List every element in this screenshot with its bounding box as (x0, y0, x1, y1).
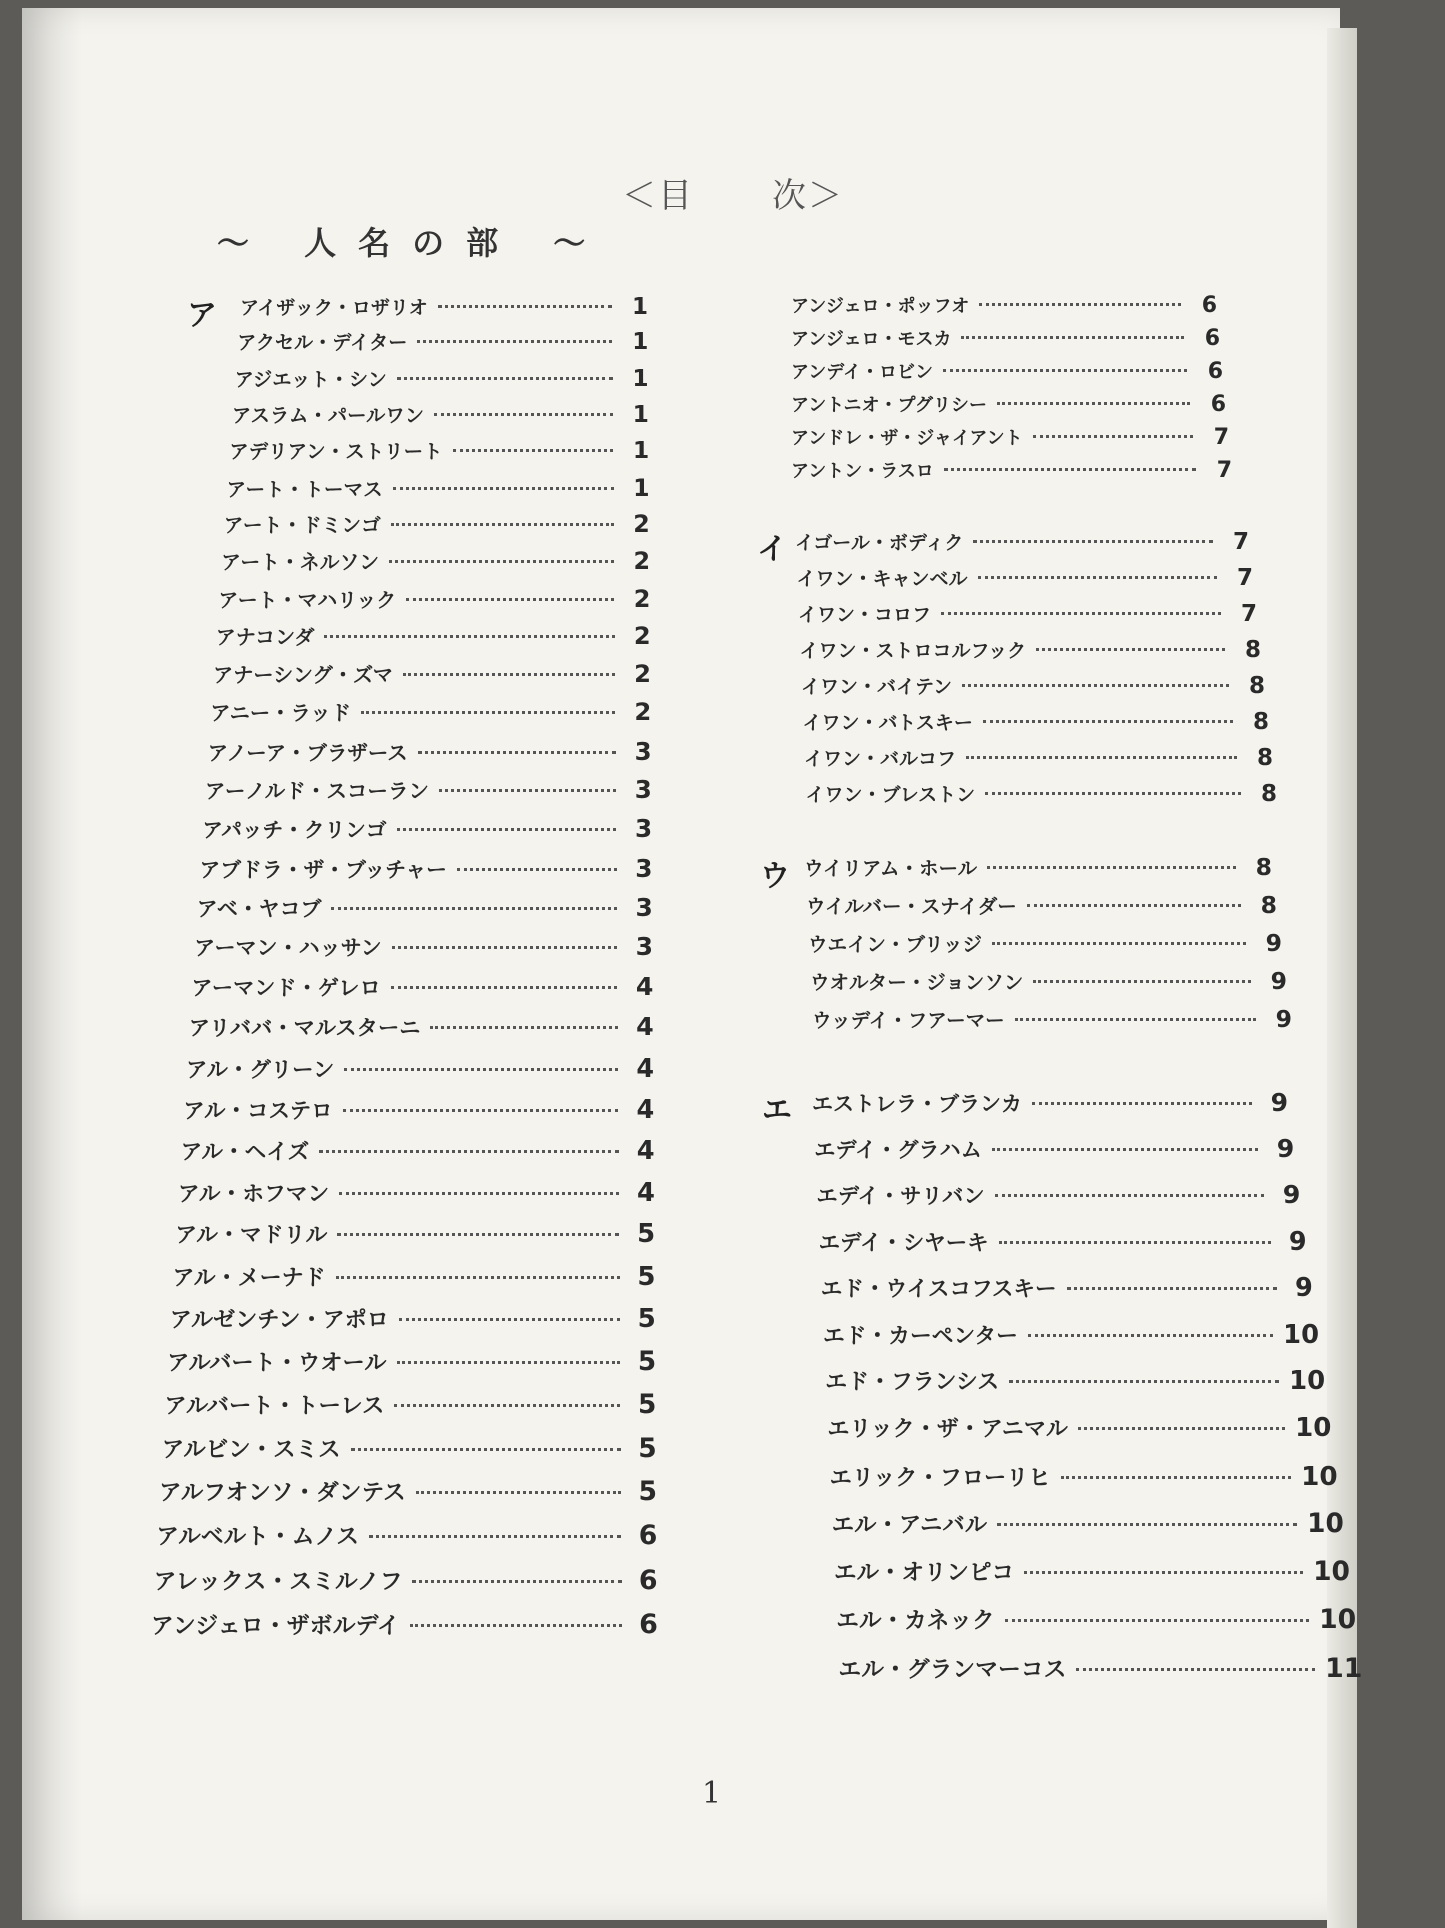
entry-page: 9 (1282, 1180, 1301, 1210)
leader-dots (392, 946, 617, 949)
entry-name: アントン・ラスロ (791, 461, 934, 482)
entry-name: アート・ドミンゴ (223, 514, 381, 538)
toc-entry (804, 744, 1273, 771)
leader-dots (966, 756, 1237, 759)
leader-dots (439, 789, 616, 792)
toc-entry (808, 929, 1282, 957)
toc-entry (189, 1012, 654, 1042)
entry-name: エリック・フローリヒ (829, 1464, 1051, 1491)
toc-entry (154, 1563, 658, 1596)
entry-page: 7 (1236, 565, 1253, 591)
page-number: 1 (702, 1776, 722, 1811)
entry-page: 2 (634, 697, 652, 727)
toc-entry (240, 293, 648, 320)
leader-dots (343, 1109, 619, 1112)
entry-name: イワン・コロフ (798, 604, 932, 626)
toc-entry (197, 892, 653, 922)
entry-page: 5 (638, 1432, 657, 1464)
leader-dots (978, 576, 1217, 579)
leader-dots (369, 1535, 621, 1538)
toc-entry (806, 780, 1278, 807)
toc-entry (227, 473, 650, 502)
entry-name: ウイルバー・スナイダー (806, 895, 1017, 918)
toc-entry (821, 1272, 1313, 1303)
entry-page: 4 (636, 1012, 654, 1042)
toc-entry (159, 1475, 657, 1507)
entry-page: 7 (1213, 425, 1229, 450)
entry-name: イゴール・ボディク (795, 532, 964, 554)
leader-dots (393, 487, 614, 490)
entry-name: エストレラ・ブランカ (812, 1092, 1022, 1116)
entry-page: 2 (634, 660, 651, 688)
toc-title-right: 次＞ (772, 176, 844, 216)
leader-dots (397, 377, 613, 380)
entry-page: 3 (635, 893, 653, 923)
leader-dots (391, 523, 614, 526)
entry-page: 8 (1255, 853, 1272, 881)
leader-dots (1032, 1102, 1252, 1105)
entry-page: 3 (634, 736, 652, 766)
toc-title-left: ＜目 (622, 176, 694, 216)
entry-name: ウエイン・ブリッジ (808, 933, 982, 956)
toc-entry (803, 708, 1270, 735)
entry-page: 8 (1260, 891, 1277, 919)
entry-name: アルビン・スミス (161, 1436, 341, 1463)
entry-name: アンジェロ・モスカ (791, 329, 952, 350)
leader-dots (430, 1026, 617, 1029)
entry-name: イワン・ブレストン (805, 784, 976, 806)
entry-page: 4 (636, 1094, 655, 1125)
leader-dots (1033, 980, 1251, 983)
section-title: ～ 人名の部 ～ (217, 224, 608, 262)
toc-entry (183, 1094, 654, 1125)
entry-name: イワン・ストロコルフック (799, 640, 1027, 662)
entry-name: エル・グランマーコス (838, 1657, 1067, 1684)
entry-name: アート・トーマス (226, 477, 383, 501)
entry-page: 6 (1210, 392, 1226, 417)
toc-entry (823, 1319, 1319, 1350)
entry-name: アパッチ・クリンゴ (202, 818, 387, 843)
toc-entry (814, 1134, 1294, 1164)
entry-page: 10 (1295, 1413, 1332, 1444)
entry-page: 5 (637, 1261, 656, 1292)
entry-page: 3 (635, 853, 653, 883)
toc-entry (175, 1218, 655, 1249)
entry-page: 7 (1216, 458, 1232, 483)
toc-entry (178, 1177, 655, 1208)
toc-entry (224, 509, 650, 538)
leader-dots (941, 612, 1221, 615)
entry-page: 2 (633, 584, 651, 613)
entry-name: アルフオンソ・ダンテス (159, 1480, 406, 1506)
entry-page: 10 (1313, 1556, 1350, 1587)
leader-dots (944, 468, 1196, 471)
toc-entry (216, 621, 651, 650)
entry-name: ウッデイ・フアーマー (812, 1009, 1005, 1032)
entry-name: ウイリアム・ホール (804, 857, 978, 880)
entry-name: エド・フランシス (825, 1370, 1000, 1396)
entry-name: エリック・ザ・アニマル (827, 1417, 1068, 1443)
toc-entry (791, 325, 1220, 351)
toc-entry (235, 364, 649, 392)
entry-name: イワン・バトスキー (802, 712, 973, 734)
entry-page: 9 (1276, 1133, 1295, 1163)
entry-name: アナコンダ (215, 625, 315, 650)
leader-dots (997, 402, 1190, 405)
toc-entry (791, 457, 1232, 483)
entry-page: 9 (1294, 1272, 1313, 1303)
entry-page: 6 (638, 1564, 658, 1596)
entry-page: 8 (1248, 673, 1265, 699)
leader-dots (1078, 1427, 1285, 1430)
entry-page: 9 (1270, 1088, 1288, 1117)
toc-entry (797, 564, 1254, 591)
leader-dots (992, 942, 1246, 945)
entry-page: 5 (637, 1303, 656, 1334)
entry-page: 4 (636, 1136, 655, 1167)
toc-entry (801, 672, 1265, 699)
leader-dots (339, 1192, 619, 1195)
toc-entry (798, 600, 1257, 627)
toc-entry (791, 424, 1229, 450)
entry-name: アクセル・デイター (237, 331, 408, 355)
entry-page: 8 (1244, 637, 1261, 663)
leader-dots (336, 1276, 620, 1279)
entry-name: イワン・キャンベル (796, 568, 968, 590)
entry-name: アルベルト・ムノス (156, 1523, 359, 1550)
entry-name: エド・ウイスコフスキー (820, 1276, 1057, 1302)
toc-entry (162, 1432, 657, 1464)
entry-name: アート・ネルソン (221, 551, 380, 575)
leader-dots (962, 684, 1229, 687)
entry-name: エル・カネック (836, 1608, 995, 1635)
entry-name: アル・ホフマン (177, 1181, 330, 1207)
toc-entry (830, 1460, 1338, 1492)
entry-name: アル・グリーン (186, 1058, 335, 1083)
toc-entry (210, 697, 651, 726)
toc-entry (838, 1651, 1362, 1684)
leader-dots (417, 340, 612, 343)
document-page (22, 8, 1363, 1920)
leader-dots (1036, 648, 1225, 651)
toc-entry (167, 1345, 656, 1377)
toc-entry (827, 1412, 1331, 1443)
toc-entry (834, 1555, 1350, 1587)
toc-entry (181, 1135, 655, 1166)
entry-page: 7 (1232, 529, 1249, 555)
entry-name: アントニオ・プグリシー (791, 395, 988, 416)
entry-name: アル・マドリル (175, 1223, 328, 1249)
toc-entry (170, 1303, 656, 1334)
entry-page: 9 (1265, 929, 1282, 957)
entry-name: イワン・バルコフ (804, 748, 957, 770)
entry-name: アーマンド・ゲレロ (191, 974, 381, 1000)
entry-page: 1 (632, 329, 649, 356)
entry-name: アルバート・ウオール (167, 1350, 387, 1377)
leader-dots (394, 1404, 620, 1407)
toc-entry (156, 1519, 657, 1551)
entry-page: 8 (1256, 745, 1273, 771)
leader-dots (453, 449, 614, 452)
toc-entry (213, 659, 651, 688)
toc-entry (229, 436, 649, 464)
leader-dots (361, 711, 615, 714)
toc-entry (804, 853, 1272, 881)
toc-entry (800, 636, 1262, 663)
leader-dots (1024, 1571, 1303, 1574)
entry-name: エデイ・シヤーキ (818, 1230, 989, 1256)
leader-dots (985, 792, 1241, 795)
leader-dots (337, 1233, 619, 1236)
kana-heading: ウ (760, 859, 790, 894)
entry-name: アンドレ・ザ・ジャイアント (791, 428, 1023, 449)
leader-dots (319, 1150, 618, 1153)
entry-page: 1 (632, 436, 650, 465)
leader-dots (397, 828, 617, 831)
leader-dots (418, 751, 616, 754)
page-edge (1327, 28, 1357, 1928)
entry-page: 1 (632, 364, 649, 392)
entry-page: 5 (638, 1476, 657, 1507)
entry-page: 2 (633, 547, 651, 576)
entry-name: アル・メーナド (172, 1265, 326, 1291)
toc-entry (791, 391, 1226, 417)
entry-name: アベ・ヤコブ (196, 897, 322, 922)
toc-entry (202, 813, 652, 843)
leader-dots (434, 413, 613, 416)
leader-dots (391, 986, 618, 989)
entry-name: アル・ヘイズ (180, 1140, 310, 1166)
toc-entry (186, 1053, 654, 1084)
leader-dots (997, 1523, 1297, 1526)
leader-dots (403, 673, 615, 676)
entry-name: アイザック・ロザリオ (240, 297, 428, 319)
entry-name: アーノルド・スコーラン (204, 779, 430, 804)
leader-dots (1067, 1287, 1277, 1290)
entry-page: 2 (633, 510, 650, 539)
leader-dots (389, 560, 614, 563)
leader-dots (406, 598, 614, 601)
leader-dots (1009, 1380, 1279, 1383)
entry-page: 1 (631, 294, 648, 320)
entry-name: アレックス・スミルノフ (153, 1568, 403, 1595)
leader-dots (987, 866, 1236, 869)
toc-entry (812, 1088, 1288, 1118)
leader-dots (979, 303, 1181, 306)
entry-page: 5 (637, 1219, 656, 1250)
leader-dots (961, 336, 1184, 339)
spine-shadow (22, 8, 82, 1920)
toc-entry (819, 1226, 1307, 1257)
leader-dots (983, 720, 1233, 723)
entry-name: アノーア・ブラザース (207, 740, 408, 765)
leader-dots (992, 1148, 1258, 1151)
entry-page: 4 (636, 1177, 655, 1208)
entry-page: 10 (1283, 1319, 1319, 1350)
leader-dots (351, 1448, 621, 1451)
leader-dots (399, 1318, 620, 1321)
leader-dots (1033, 435, 1193, 438)
entry-page: 5 (637, 1347, 657, 1378)
entry-page: 2 (633, 622, 651, 651)
entry-name: エル・オリンピコ (834, 1560, 1015, 1586)
toc-entry (795, 528, 1249, 555)
entry-name: ウオルター・ジョンソン (810, 971, 1024, 994)
leader-dots (1027, 904, 1241, 907)
entry-page: 6 (1204, 326, 1220, 351)
toc-entry (836, 1603, 1356, 1635)
entry-name: アンジェロ・ザボルデイ (150, 1613, 400, 1640)
entry-name: アルバート・トーレス (164, 1393, 385, 1420)
toc-title (622, 168, 844, 217)
entry-name: アブドラ・ザ・ブッチャー (199, 857, 447, 882)
kana-heading: ア (187, 298, 217, 333)
entry-page: 8 (1252, 709, 1269, 735)
toc-entry (205, 774, 652, 804)
entry-name: アデリアン・ストリート (229, 440, 443, 464)
toc-entry (194, 932, 653, 962)
leader-dots (1061, 1476, 1292, 1479)
leader-dots (943, 369, 1187, 372)
toc-entry (237, 328, 648, 355)
leader-dots (397, 1361, 621, 1364)
entry-name: イワン・バイテン (801, 676, 953, 698)
entry-page: 10 (1319, 1604, 1357, 1636)
entry-name: アンジェロ・ポッフオ (791, 296, 970, 317)
leader-dots (1015, 1018, 1256, 1021)
entry-name: アル・コステロ (183, 1098, 333, 1124)
leader-dots (995, 1194, 1265, 1197)
entry-name: アスラム・パールワン (231, 403, 425, 427)
entry-page: 10 (1301, 1461, 1338, 1492)
entry-page: 3 (635, 931, 654, 961)
leader-dots (457, 868, 617, 871)
leader-dots (344, 1068, 618, 1071)
toc-entry (791, 358, 1223, 384)
entry-name: アンデイ・ロビン (791, 362, 934, 383)
toc-entry (191, 972, 653, 1002)
entry-page: 8 (1260, 781, 1277, 807)
entry-page: 6 (638, 1519, 658, 1551)
entry-name: アルゼンチン・アポロ (169, 1306, 389, 1333)
toc-entry (791, 292, 1217, 318)
toc-entry (812, 1005, 1292, 1033)
leader-dots (324, 635, 614, 638)
toc-entry (218, 584, 650, 613)
entry-page: 1 (633, 473, 650, 502)
entry-page: 11 (1325, 1653, 1363, 1685)
entry-page: 1 (632, 399, 649, 428)
entry-name: アート・マハリック (218, 587, 397, 612)
toc-entry (825, 1365, 1325, 1396)
leader-dots (973, 540, 1213, 543)
toc-entry (151, 1607, 658, 1640)
leader-dots (999, 1241, 1271, 1244)
leader-dots (412, 1580, 621, 1583)
leader-dots (438, 305, 612, 308)
toc-entry (221, 546, 650, 575)
toc-entry (173, 1261, 656, 1292)
entry-name: アジエット・シン (234, 367, 387, 391)
entry-page: 9 (1275, 1005, 1292, 1033)
leader-dots (410, 1624, 622, 1627)
kana-heading: エ (762, 1093, 792, 1128)
entry-page: 9 (1288, 1226, 1307, 1257)
entry-name: エド・カーペンター (823, 1323, 1018, 1349)
entry-name: アーマン・ハッサン (194, 934, 382, 960)
entry-page: 5 (638, 1390, 657, 1421)
toc-entry (164, 1388, 656, 1420)
toc-entry (816, 1179, 1300, 1210)
entry-page: 9 (1270, 967, 1287, 995)
toc-entry (810, 967, 1287, 995)
entry-name: エル・アニバル (831, 1512, 988, 1539)
entry-name: アリババ・マルスターニ (188, 1016, 421, 1042)
entry-page: 3 (635, 814, 653, 844)
entry-page: 6 (639, 1609, 658, 1641)
entry-page: 6 (1201, 293, 1217, 318)
leader-dots (331, 907, 616, 910)
entry-page: 6 (1207, 359, 1223, 384)
leader-dots (1076, 1668, 1315, 1671)
toc-entry (200, 853, 653, 883)
entry-page: 10 (1307, 1509, 1344, 1540)
leader-dots (1005, 1619, 1309, 1622)
entry-page: 4 (635, 971, 654, 1001)
toc-entry (832, 1507, 1344, 1539)
entry-page: 4 (636, 1053, 654, 1083)
toc-entry (208, 736, 652, 766)
kana-heading: イ (757, 532, 787, 567)
leader-dots (1028, 1334, 1273, 1337)
toc-entry (232, 400, 649, 428)
entry-name: アナーシング・ズマ (213, 663, 393, 687)
toc-entry (806, 891, 1277, 919)
entry-page: 7 (1240, 601, 1257, 627)
entry-name: アニー・ラッド (210, 701, 352, 726)
leader-dots (416, 1491, 621, 1494)
entry-name: エデイ・グラハム (814, 1136, 982, 1162)
entry-name: エデイ・サリバン (816, 1184, 985, 1210)
entry-page: 3 (634, 775, 652, 805)
entry-page: 10 (1289, 1366, 1326, 1397)
